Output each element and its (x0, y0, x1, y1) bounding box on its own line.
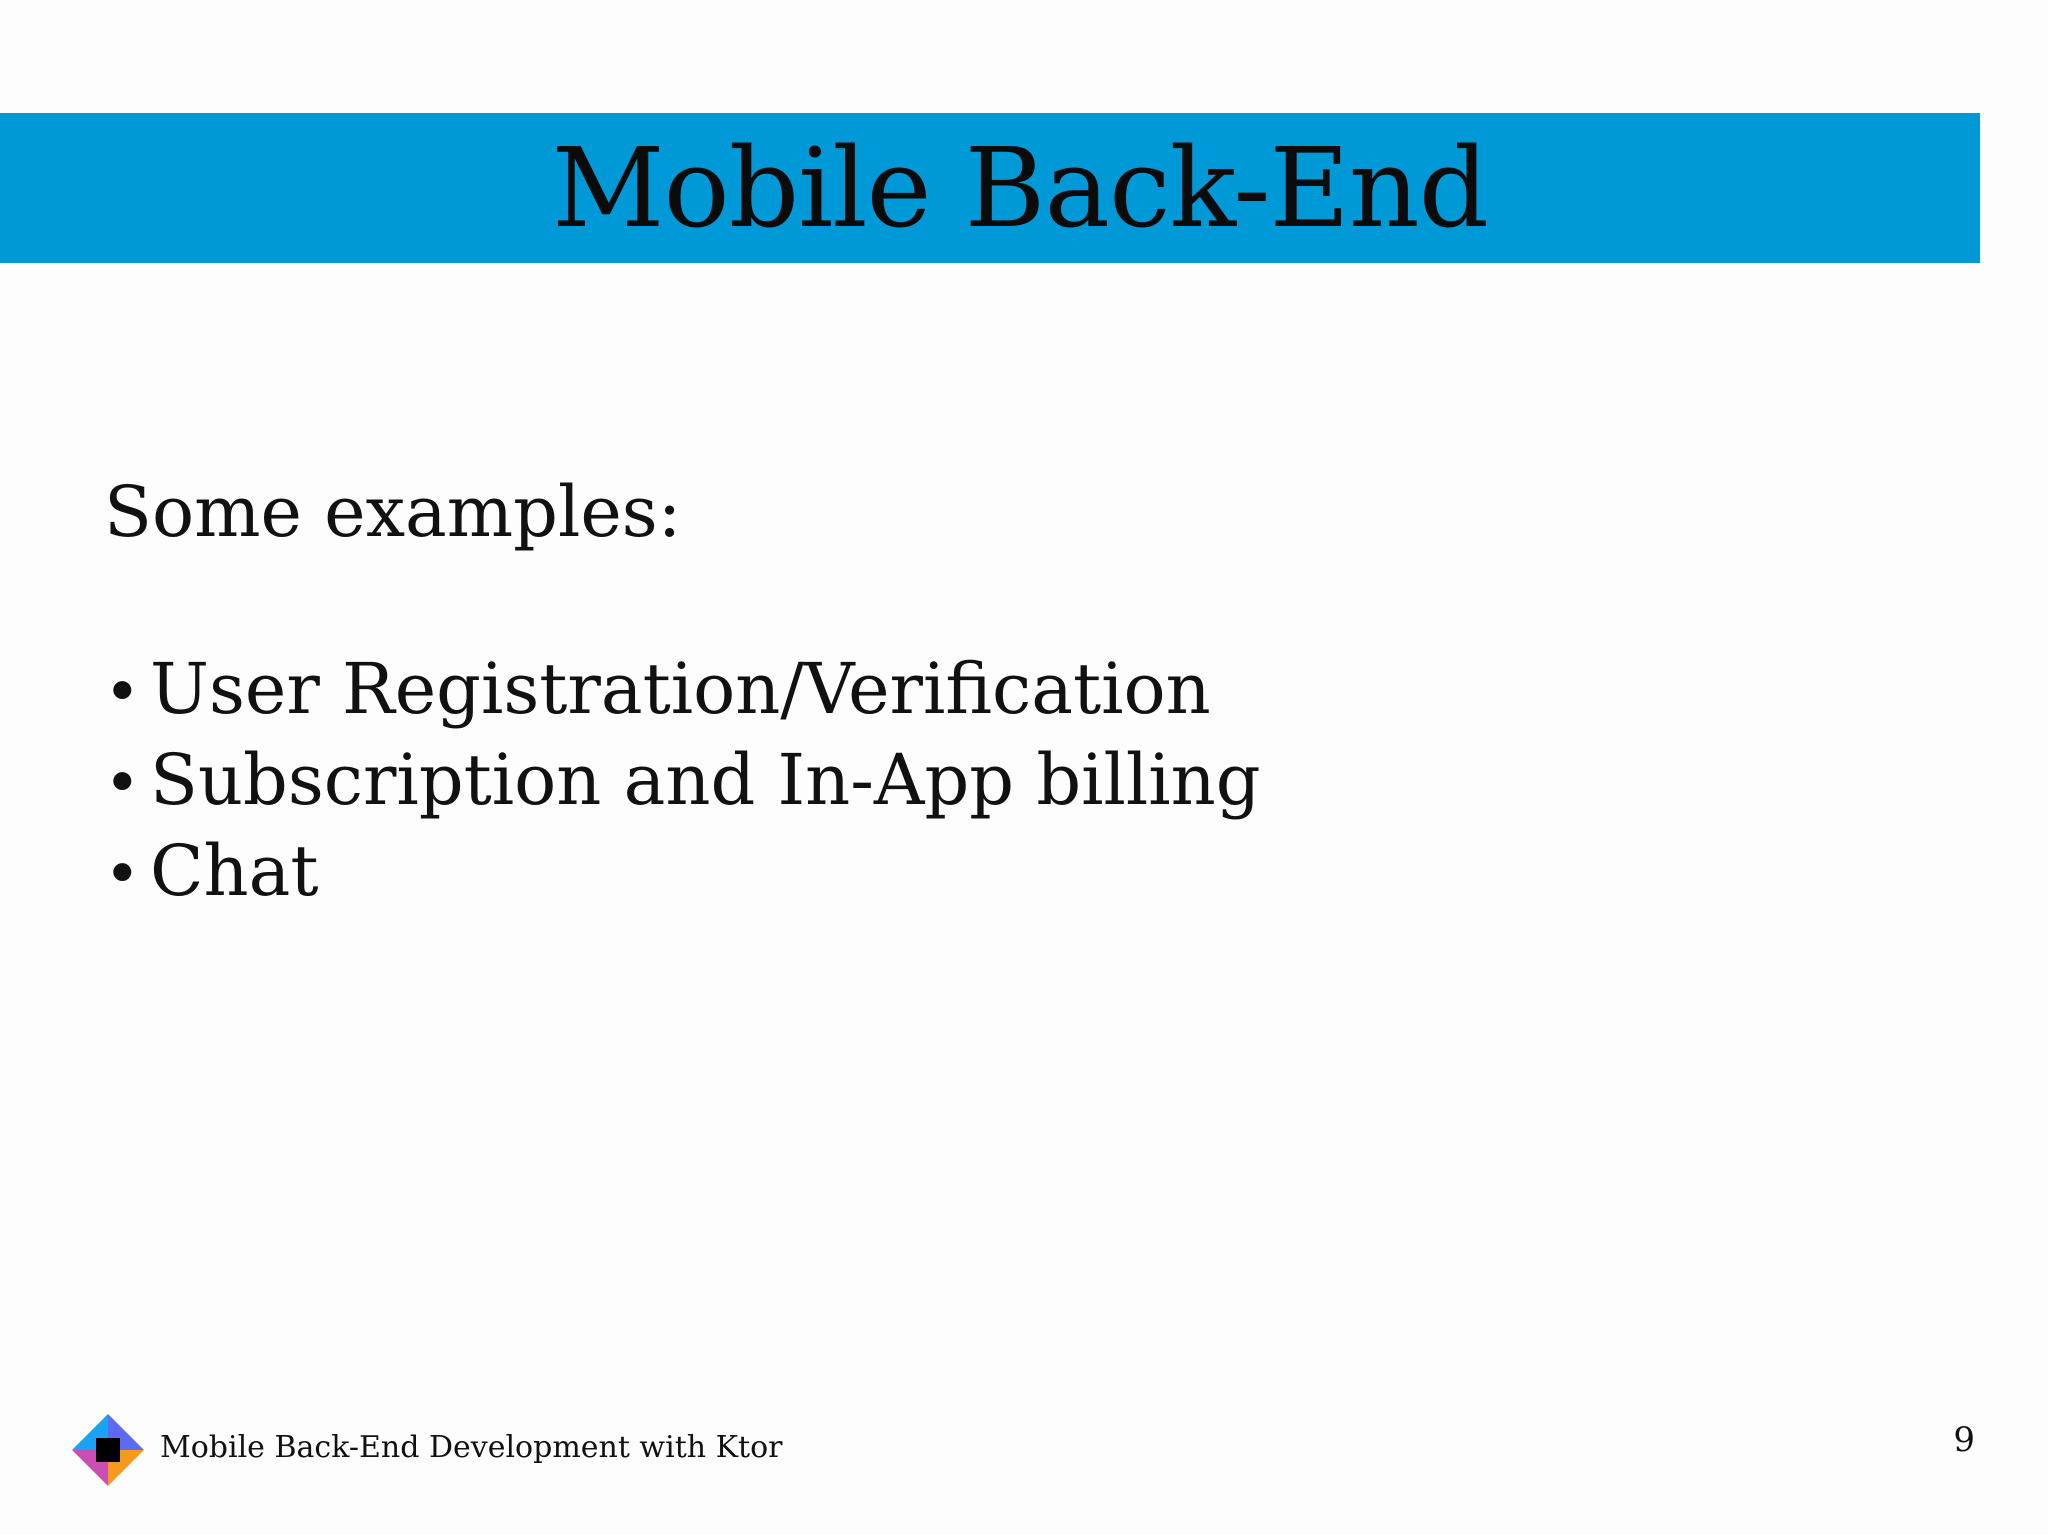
footer-text: Mobile Back-End Development with Ktor (160, 1430, 783, 1465)
bullet-icon: • (104, 655, 141, 728)
bullet-text: Subscription and In-App billing (150, 739, 1261, 821)
bullet-text: User Registration/Verification (150, 648, 1211, 730)
bullet-text: Chat (150, 830, 319, 912)
bullet-icon: • (104, 837, 141, 910)
bullet-icon: • (104, 746, 141, 819)
list-item (104, 736, 1261, 827)
intro-text: Some examples: (104, 471, 682, 553)
bullet-list (104, 645, 1261, 918)
list-item (104, 645, 1261, 736)
ktor-logo-icon (68, 1410, 148, 1490)
list-item (104, 827, 1261, 918)
slide-title: Mobile Back-End (551, 124, 1489, 252)
title-band (0, 113, 1980, 263)
page-number: 9 (1953, 1420, 1975, 1460)
